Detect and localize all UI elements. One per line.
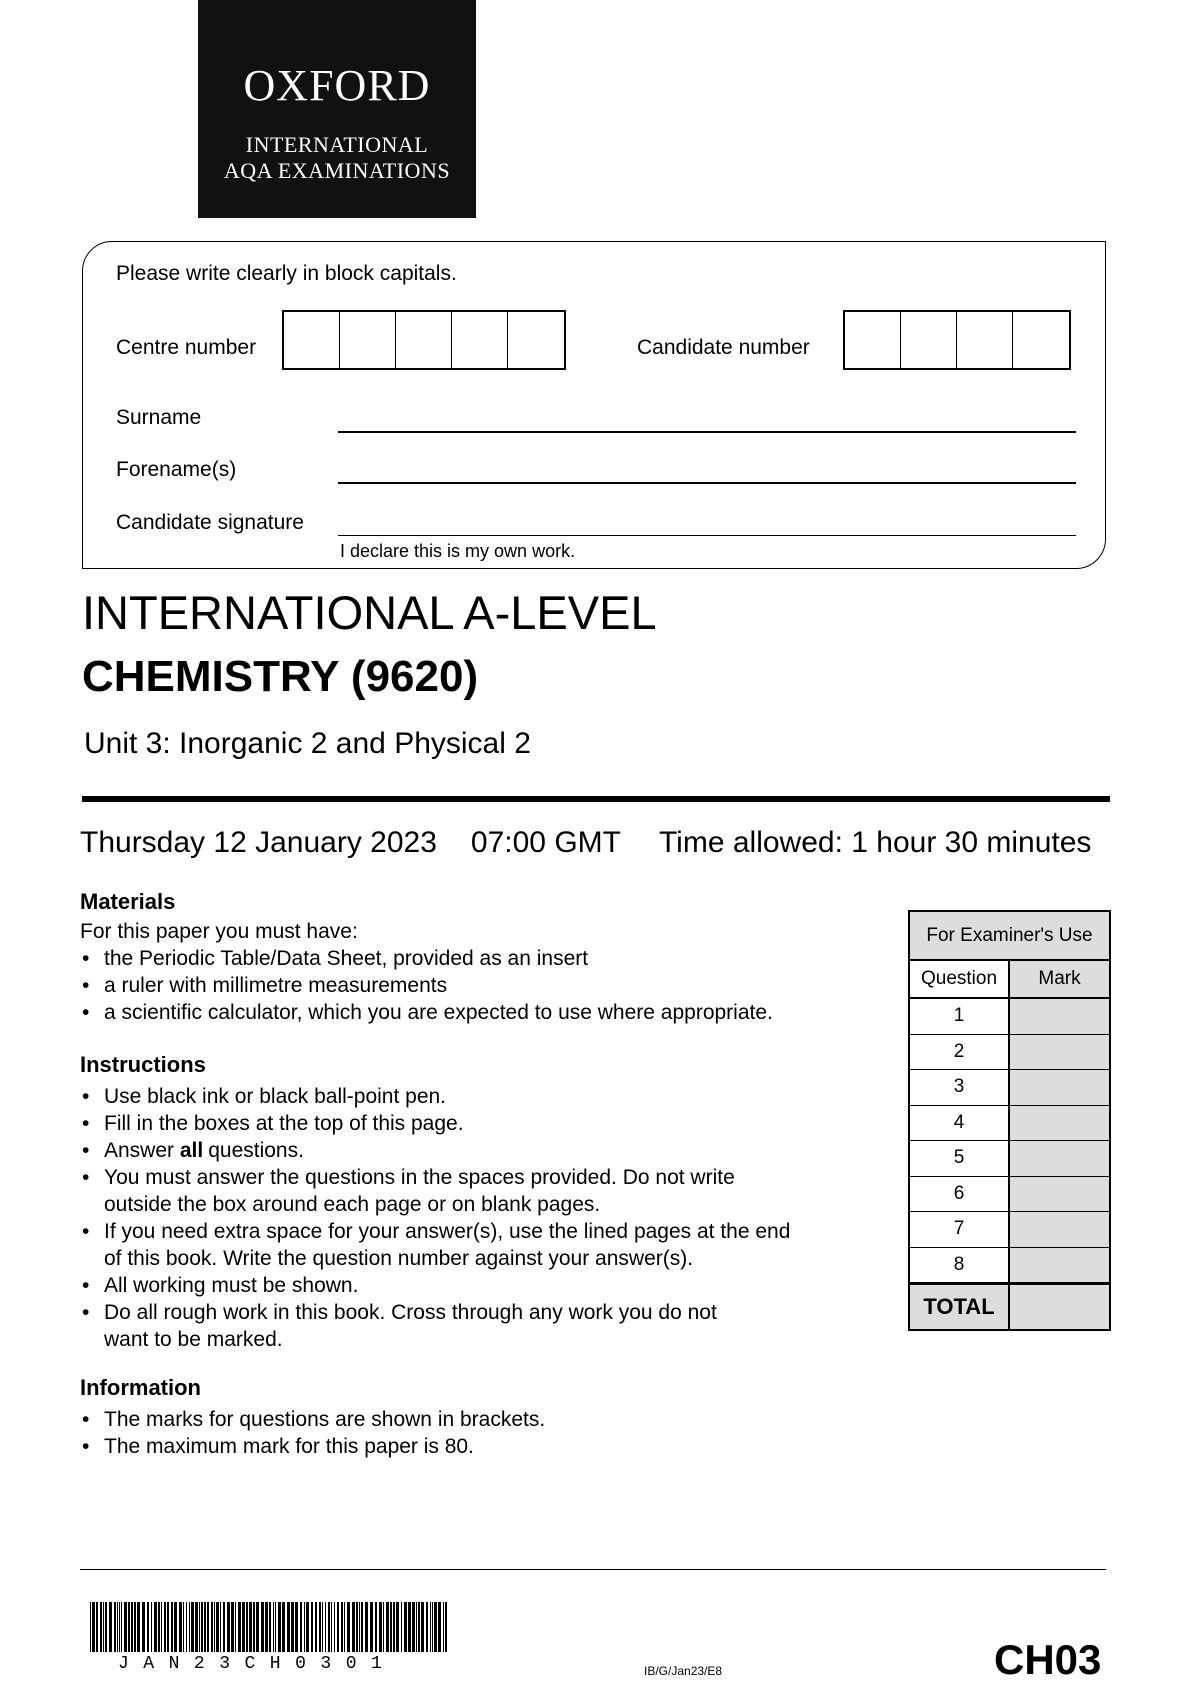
candidate-number-digit[interactable] <box>1013 312 1069 368</box>
surname-line[interactable] <box>338 431 1076 433</box>
barcode-bar <box>117 1602 118 1652</box>
question-number: 1 <box>910 999 1010 1034</box>
question-column-header: Question <box>910 961 1010 997</box>
barcode-text: JAN23CH0301 <box>118 1654 397 1674</box>
barcode-bar <box>396 1602 399 1652</box>
barcode-bar <box>124 1602 127 1652</box>
barcode-bar <box>128 1602 130 1652</box>
barcode-bar <box>291 1602 294 1652</box>
barcode-bar <box>287 1602 290 1652</box>
barcode-bar <box>220 1602 221 1652</box>
barcode-bar <box>171 1602 173 1652</box>
question-number: 8 <box>910 1248 1010 1283</box>
barcode-bar <box>242 1602 245 1652</box>
barcode-bar <box>325 1602 326 1652</box>
question-number: 2 <box>910 1035 1010 1070</box>
list-item: • The maximum mark for this paper is 80. <box>80 1433 545 1460</box>
barcode-bar <box>306 1602 309 1652</box>
barcode-bar <box>227 1602 230 1652</box>
barcode-bar <box>328 1602 330 1652</box>
forenames-line[interactable] <box>338 482 1076 484</box>
barcode-bar <box>154 1602 157 1652</box>
barcode-bar <box>199 1602 200 1652</box>
barcode-bar <box>347 1602 350 1652</box>
barcode-bar <box>278 1602 281 1652</box>
barcode-bar <box>430 1602 431 1652</box>
list-item: • All working must be shown. <box>80 1272 790 1299</box>
barcode-image <box>90 1602 448 1658</box>
mark-cell <box>1010 1177 1109 1212</box>
barcode-bar <box>408 1602 411 1652</box>
logo-line-aqa: AQA EXAMINATIONS <box>223 158 451 183</box>
centre-number-digit[interactable] <box>452 312 508 368</box>
answer-suffix: questions. <box>208 1139 304 1162</box>
barcode-bar <box>383 1602 384 1652</box>
barcode-bar <box>189 1602 190 1652</box>
barcode-bar <box>119 1602 120 1652</box>
list-item-line: outside the box around each page or on blank pages. <box>104 1193 601 1216</box>
total-mark-cell <box>1010 1285 1109 1329</box>
exam-schedule <box>80 826 1091 860</box>
qualification-title: INTERNATIONAL A-LEVEL <box>82 586 657 639</box>
barcode-bar <box>256 1602 259 1652</box>
barcode-bar <box>426 1602 428 1652</box>
list-item: • a ruler with millimetre measurements <box>80 972 773 999</box>
instructions-list <box>80 1083 790 1353</box>
barcode-bar <box>186 1602 187 1652</box>
surname-label: Surname <box>116 406 202 429</box>
logo-line-international: INTERNATIONAL <box>245 132 429 157</box>
barcode-bar <box>100 1602 102 1652</box>
list-item <box>80 1137 790 1164</box>
mark-cell <box>1010 1212 1109 1247</box>
materials-list <box>80 945 773 1026</box>
list-item-line: of this book. Write the question number against your answer(s). <box>104 1247 694 1270</box>
barcode-bar <box>246 1602 248 1652</box>
barcode-bar <box>361 1602 363 1652</box>
table-row <box>910 1248 1109 1284</box>
barcode-bar <box>334 1602 335 1652</box>
table-row <box>910 1141 1109 1177</box>
logo-line-oxford: OXFORD <box>243 61 431 110</box>
barcode-bar <box>341 1602 343 1652</box>
barcode-bar <box>295 1602 298 1652</box>
list-item: • Fill in the boxes at the top of this page. <box>80 1110 790 1137</box>
barcode-bar <box>418 1602 420 1652</box>
oxford-aqa-logo <box>198 0 476 218</box>
document-reference: IB/G/Jan23/E8 <box>644 1664 723 1678</box>
barcode-bar <box>191 1602 194 1652</box>
barcode-bar <box>195 1602 198 1652</box>
mark-cell <box>1010 1248 1109 1283</box>
barcode-bar <box>432 1602 433 1652</box>
barcode-bar <box>275 1602 276 1652</box>
centre-number-label: Centre number <box>116 336 257 359</box>
barcode-bar <box>344 1602 345 1652</box>
candidate-number-boxes[interactable] <box>843 310 1071 370</box>
question-number: 5 <box>910 1141 1010 1176</box>
barcode-bar <box>352 1602 355 1652</box>
barcode-bar <box>386 1602 389 1652</box>
table-row <box>910 1177 1109 1213</box>
barcode-bar <box>235 1602 236 1652</box>
barcode-bar <box>443 1602 444 1652</box>
barcode-bar <box>304 1602 305 1652</box>
list-item-line: You must answer the questions in the spaces provided. Do not write <box>104 1166 735 1189</box>
barcode-bar <box>421 1602 424 1652</box>
barcode-bar <box>379 1602 382 1652</box>
list-item <box>80 1164 790 1218</box>
thick-divider <box>82 796 1110 802</box>
candidate-number-label: Candidate number <box>637 336 810 359</box>
barcode-bar <box>214 1602 215 1652</box>
candidate-number-digit[interactable] <box>957 312 1013 368</box>
centre-number-digit[interactable] <box>396 312 452 368</box>
barcode-bar <box>223 1602 225 1652</box>
barcode-bar <box>134 1602 136 1652</box>
answer-prefix: Answer <box>104 1139 180 1162</box>
mark-cell <box>1010 1106 1109 1141</box>
barcode-bar <box>434 1602 437 1652</box>
table-row <box>910 1070 1109 1106</box>
declaration-text: I declare this is my own work. <box>340 541 576 561</box>
candidate-number-digit[interactable] <box>901 312 957 368</box>
list-item: • Use black ink or black ball-point pen. <box>80 1083 790 1110</box>
table-row <box>910 999 1109 1035</box>
materials-intro: For this paper you must have: <box>80 920 358 943</box>
signature-line[interactable] <box>338 535 1076 536</box>
barcode-bar <box>179 1602 182 1652</box>
exam-time: 07:00 GMT <box>470 826 621 859</box>
time-allowed: Time allowed: 1 hour 30 minutes <box>658 826 1092 859</box>
barcode-bar <box>265 1602 268 1652</box>
barcode-bar <box>404 1602 407 1652</box>
examiner-use-table <box>908 910 1111 1331</box>
paper-code: CH03 <box>994 1636 1102 1683</box>
barcode-bar <box>158 1602 160 1652</box>
information-list <box>80 1406 545 1460</box>
list-item-line: If you need extra space for your answer(s), use the lined pages at the end <box>104 1220 791 1243</box>
list-item: • a scientific calculator, which you are expected to use where appropriate. <box>80 999 773 1026</box>
barcode-bar <box>109 1602 112 1652</box>
barcode-bar <box>238 1602 241 1652</box>
barcode-bar <box>92 1602 95 1652</box>
answer-all-bold: all <box>179 1139 204 1162</box>
exam-date: Thursday 12 January 2023 <box>80 826 437 859</box>
centre-number-boxes[interactable] <box>282 310 566 370</box>
barcode-bar <box>375 1602 377 1652</box>
list-item: • The marks for questions are shown in brackets. <box>80 1406 545 1433</box>
barcode-bar <box>445 1602 447 1652</box>
barcode-bar <box>183 1602 184 1652</box>
examiner-table-column-headers <box>910 961 1109 999</box>
candidate-number-digit[interactable] <box>845 312 901 368</box>
barcode-bar <box>131 1602 133 1652</box>
barcode-bar <box>105 1602 107 1652</box>
table-row <box>910 1106 1109 1142</box>
barcode-bar <box>216 1602 219 1652</box>
barcode-bar <box>393 1602 395 1652</box>
list-item <box>80 1299 790 1353</box>
footer-divider <box>80 1569 1106 1570</box>
barcode-bar <box>207 1602 209 1652</box>
barcode-bar <box>322 1602 323 1652</box>
barcode-bar <box>151 1602 152 1652</box>
question-number: 4 <box>910 1106 1010 1141</box>
barcode-bar <box>261 1602 264 1652</box>
centre-number-digit[interactable] <box>284 312 340 368</box>
examiner-table-title: For Examiner's Use <box>910 912 1109 961</box>
question-number: 6 <box>910 1177 1010 1212</box>
mark-cell <box>1010 1070 1109 1105</box>
question-number: 3 <box>910 1070 1010 1105</box>
barcode-bar <box>311 1602 313 1652</box>
block-capitals-instruction: Please write clearly in block capitals. <box>116 262 457 285</box>
barcode-bar <box>356 1602 358 1652</box>
barcode-bar <box>231 1602 234 1652</box>
barcode-bar <box>319 1602 321 1652</box>
table-row <box>910 1035 1109 1071</box>
total-label: TOTAL <box>910 1285 1010 1329</box>
barcode-bar <box>167 1602 169 1652</box>
barcode-bar <box>370 1602 373 1652</box>
barcode-bar <box>416 1602 417 1652</box>
list-item-line: want to be marked. <box>104 1328 283 1351</box>
barcode-bar <box>174 1602 177 1652</box>
barcode-bar <box>96 1602 98 1652</box>
barcode-bar <box>90 1602 91 1652</box>
information-heading: Information <box>80 1375 201 1400</box>
barcode-bar <box>201 1602 203 1652</box>
barcode-bar <box>161 1602 162 1652</box>
forenames-label: Forename(s) <box>116 458 237 481</box>
barcode-bar <box>211 1602 213 1652</box>
barcode-bar <box>401 1602 402 1652</box>
centre-number-digit[interactable] <box>340 312 396 368</box>
subject-title: CHEMISTRY (9620) <box>82 652 479 701</box>
barcode-bar <box>204 1602 206 1652</box>
barcode-bar <box>273 1602 274 1652</box>
list-item-line: Do all rough work in this book. Cross through any work you do not <box>104 1301 717 1324</box>
mark-cell <box>1010 1035 1109 1070</box>
list-item: • the Periodic Table/Data Sheet, provided as an insert <box>80 945 773 972</box>
barcode-bar <box>412 1602 415 1652</box>
mark-column-header: Mark <box>1010 961 1109 997</box>
centre-number-digit[interactable] <box>508 312 564 368</box>
barcode-bar <box>331 1602 332 1652</box>
barcode-bar <box>142 1602 145 1652</box>
signature-label: Candidate signature <box>116 511 304 534</box>
total-row <box>910 1283 1109 1329</box>
barcode-bar <box>390 1602 392 1652</box>
barcode-bar <box>269 1602 271 1652</box>
barcode-bar <box>249 1602 252 1652</box>
barcode-bar <box>121 1602 122 1652</box>
barcode-bar <box>253 1602 255 1652</box>
barcode-bar <box>300 1602 302 1652</box>
list-item <box>80 1218 790 1272</box>
mark-cell <box>1010 999 1109 1034</box>
barcode-bar <box>164 1602 166 1652</box>
table-row <box>910 1212 1109 1248</box>
barcode-bar <box>137 1602 140 1652</box>
question-number: 7 <box>910 1212 1010 1247</box>
barcode-bar <box>103 1602 104 1652</box>
barcode-bar <box>282 1602 285 1652</box>
barcode-bar <box>359 1602 360 1652</box>
barcode-bar <box>114 1602 116 1652</box>
barcode-bar <box>438 1602 441 1652</box>
unit-title: Unit 3: Inorganic 2 and Physical 2 <box>84 727 531 760</box>
mark-cell <box>1010 1141 1109 1176</box>
barcode-bar <box>315 1602 317 1652</box>
instructions-heading: Instructions <box>80 1052 206 1077</box>
barcode-bar <box>337 1602 339 1652</box>
barcode-bar <box>365 1602 368 1652</box>
materials-heading: Materials <box>80 889 176 914</box>
barcode-bar <box>147 1602 149 1652</box>
